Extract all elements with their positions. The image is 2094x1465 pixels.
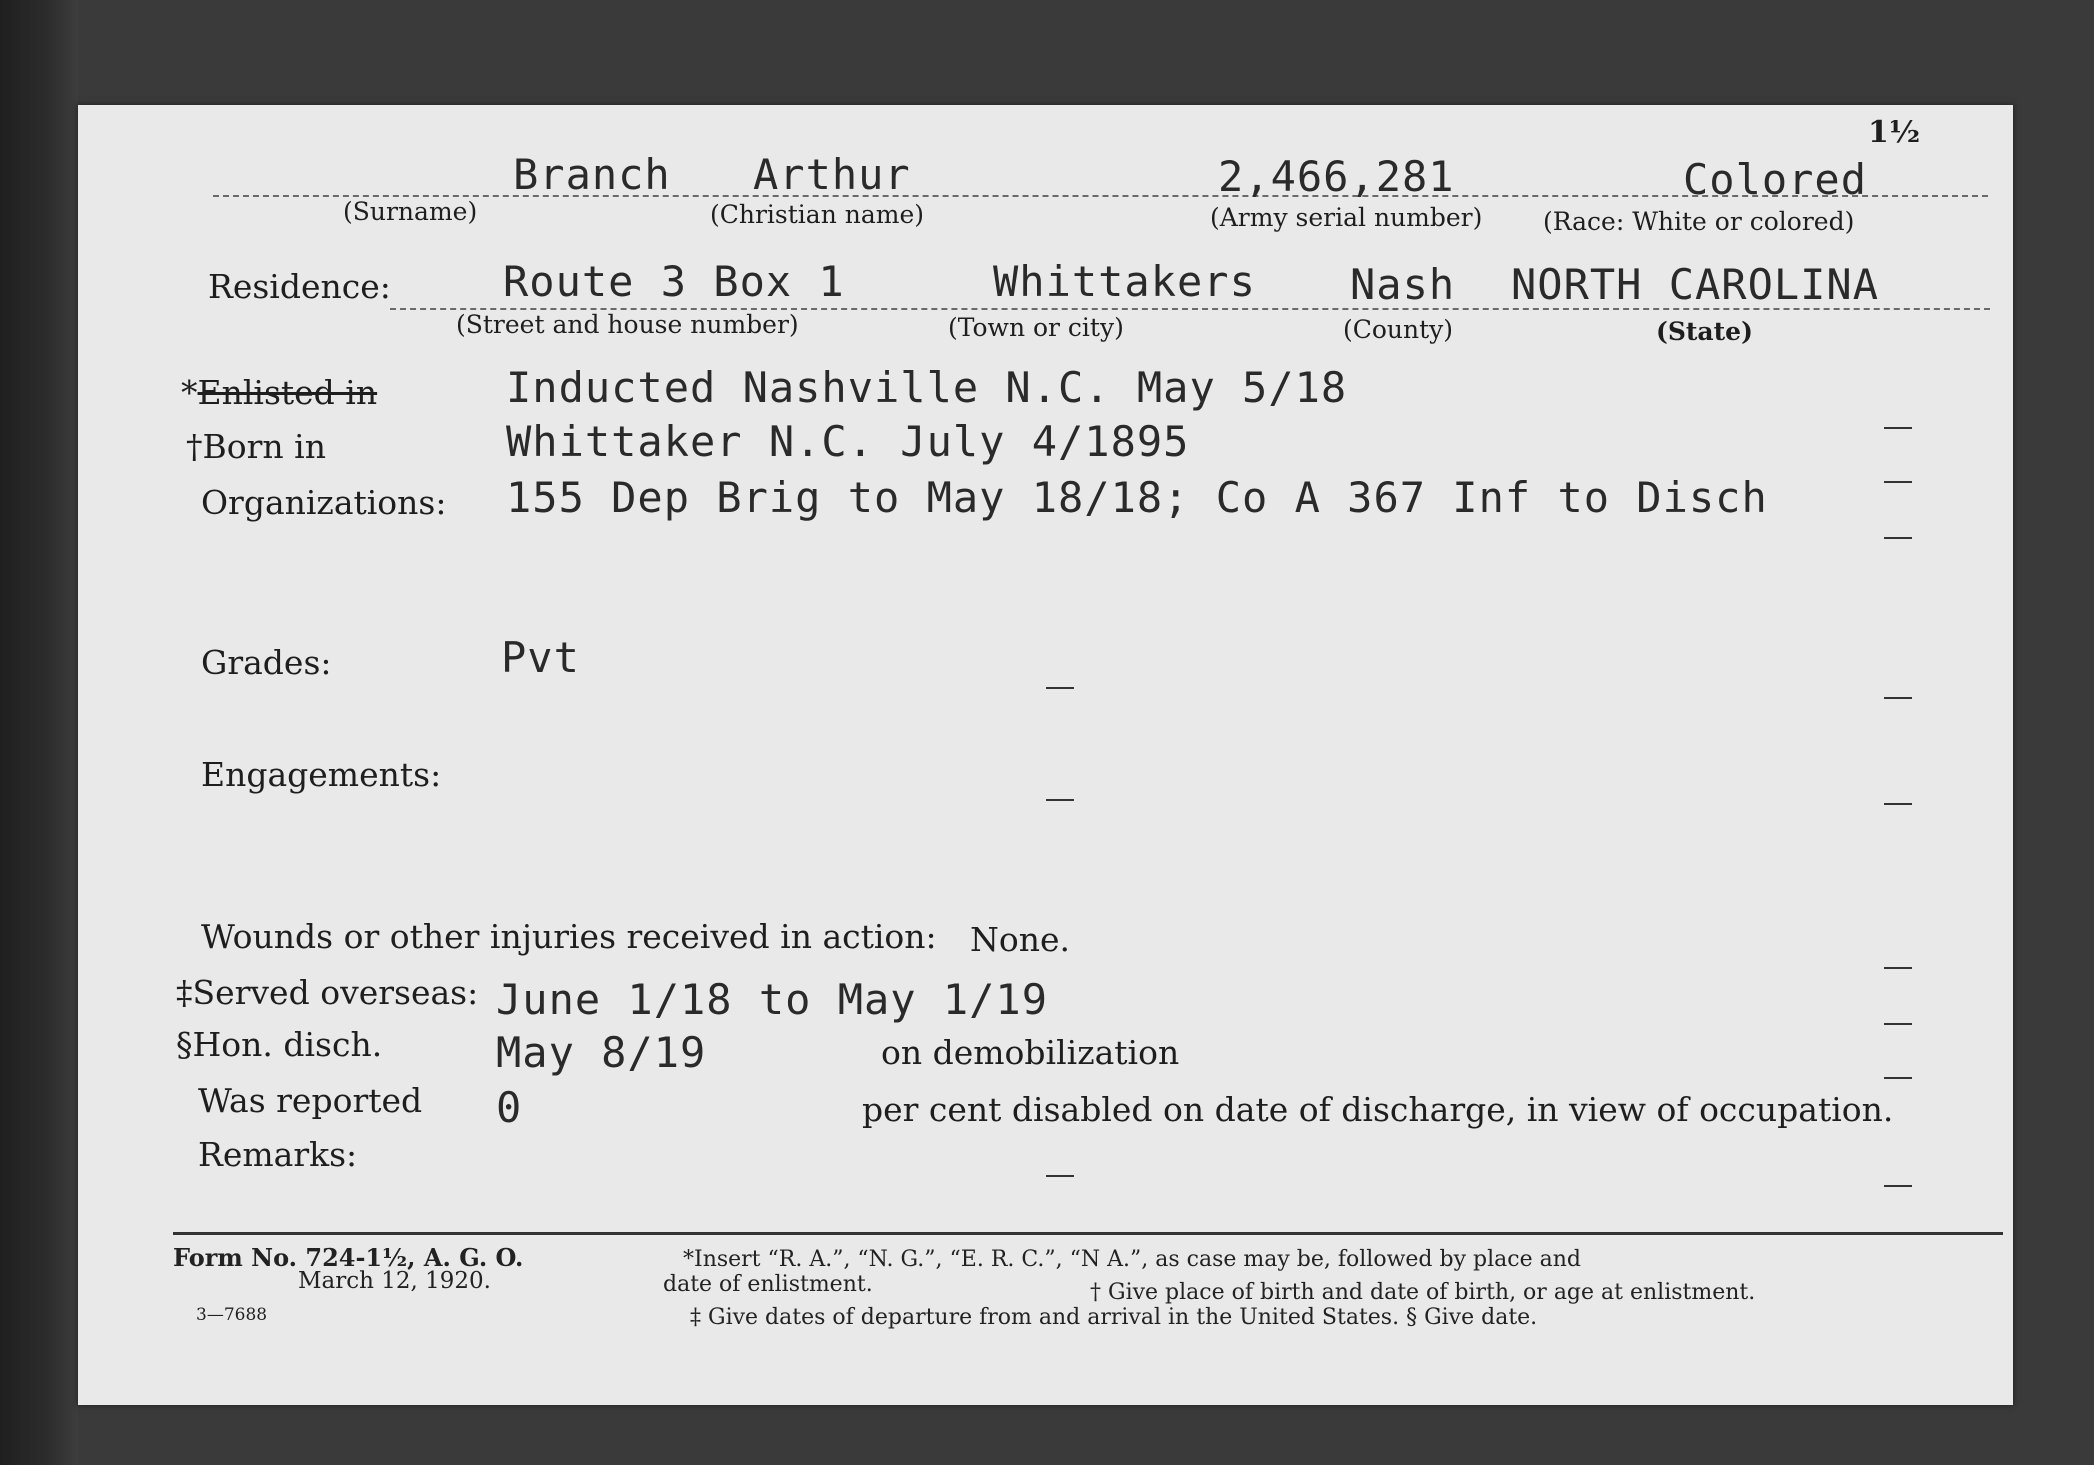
overseas-label-text: Served overseas: <box>192 973 479 1012</box>
enlisted-label <box>181 373 377 412</box>
county-caption: (County) <box>1343 315 1454 344</box>
print-number: 3—7688 <box>196 1305 268 1325</box>
serial-number-caption: (Army serial number) <box>1210 203 1483 232</box>
overseas-value: June 1/18 to May 1/19 <box>496 975 1049 1024</box>
grades-label: Grades: <box>201 643 332 682</box>
born-label <box>186 427 326 466</box>
street-caption: (Street and house number) <box>456 310 799 339</box>
discharge-suffix: on demobilization <box>881 1033 1180 1072</box>
margin-dash <box>1884 803 1912 805</box>
footnote-born: † Give place of birth and date of birth, or age at enlistment. <box>1090 1280 1756 1305</box>
organizations-label: Organizations: <box>201 483 447 522</box>
enlisted-label-text: Enlisted in <box>197 373 378 412</box>
race-caption: (Race: White or colored) <box>1543 207 1855 236</box>
footnote-enlisted: *Insert “R. A.”, “N. G.”, “E. R. C.”, “N A.”, as case may be, followed by place and <box>683 1247 1581 1272</box>
asterisk-marker: * <box>181 373 198 412</box>
christian-name-value: Arthur <box>753 150 911 199</box>
margin-dash <box>1884 1077 1912 1079</box>
residence-town-value: Whittakers <box>993 257 1256 306</box>
overseas-label <box>176 973 478 1012</box>
margin-dash <box>1884 427 1912 429</box>
margin-dash <box>1884 967 1912 969</box>
discharge-value: May 8/19 <box>496 1028 707 1077</box>
form-date: March 12, 1920. <box>298 1268 491 1294</box>
remarks-label: Remarks: <box>198 1135 358 1174</box>
reported-value: 0 <box>496 1083 523 1132</box>
reported-label: Was reported <box>198 1081 423 1120</box>
reported-suffix: per cent disabled on date of discharge, in view of occupation. <box>862 1090 1894 1129</box>
born-value: Whittaker N.C. July 4/1895 <box>506 417 1190 466</box>
margin-dash <box>1046 687 1074 689</box>
engagements-label: Engagements: <box>201 755 442 794</box>
margin-dash <box>1884 537 1912 539</box>
surname-caption: (Surname) <box>343 197 478 226</box>
margin-dash <box>1046 799 1074 801</box>
margin-dash <box>1046 1175 1074 1177</box>
grades-value: Pvt <box>501 633 580 682</box>
organizations-value: 155 Dep Brig to May 18/18; Co A 367 Inf to Disch <box>506 473 1768 522</box>
town-caption: (Town or city) <box>948 313 1124 342</box>
wounds-label: Wounds or other injuries received in action: <box>201 917 937 956</box>
enlisted-value: Inducted Nashville N.C. May 5/18 <box>506 363 1348 412</box>
christian-name-caption: (Christian name) <box>710 200 925 229</box>
form-number: Form No. 724-1½, A. G. O. <box>173 1243 524 1272</box>
surname-value: Branch <box>513 150 671 199</box>
footnote-date-of-enlistment: date of enlistment. <box>663 1272 873 1297</box>
card-number: 1½ <box>1868 115 1921 150</box>
section-marker: § <box>176 1025 193 1064</box>
residence-label: Residence: <box>208 267 391 306</box>
discharge-label-text: Hon. disch. <box>192 1025 383 1064</box>
dagger-marker: † <box>186 427 203 466</box>
double-dagger-marker: ‡ <box>176 973 193 1012</box>
serial-number-value: 2,466,281 <box>1218 152 1455 201</box>
service-record-card <box>78 105 2013 1405</box>
residence-street-value: Route 3 Box 1 <box>503 257 845 306</box>
residence-state-value: NORTH CAROLINA <box>1511 260 1880 309</box>
wounds-value: None. <box>970 920 1071 959</box>
residence-county-value: Nash <box>1350 260 1456 309</box>
state-caption: (State) <box>1656 317 1753 346</box>
footnote-overseas: ‡ Give dates of departure from and arrival in the United States. § Give date. <box>690 1305 1538 1330</box>
margin-dash <box>1884 481 1912 483</box>
scan-border <box>0 0 78 1465</box>
footer-rule <box>173 1232 2003 1235</box>
margin-dash <box>1884 697 1912 699</box>
born-label-text: Born in <box>202 427 326 466</box>
margin-dash <box>1884 1185 1912 1187</box>
race-value: Colored <box>1683 155 1868 204</box>
margin-dash <box>1884 1023 1912 1025</box>
discharge-label <box>176 1025 382 1064</box>
